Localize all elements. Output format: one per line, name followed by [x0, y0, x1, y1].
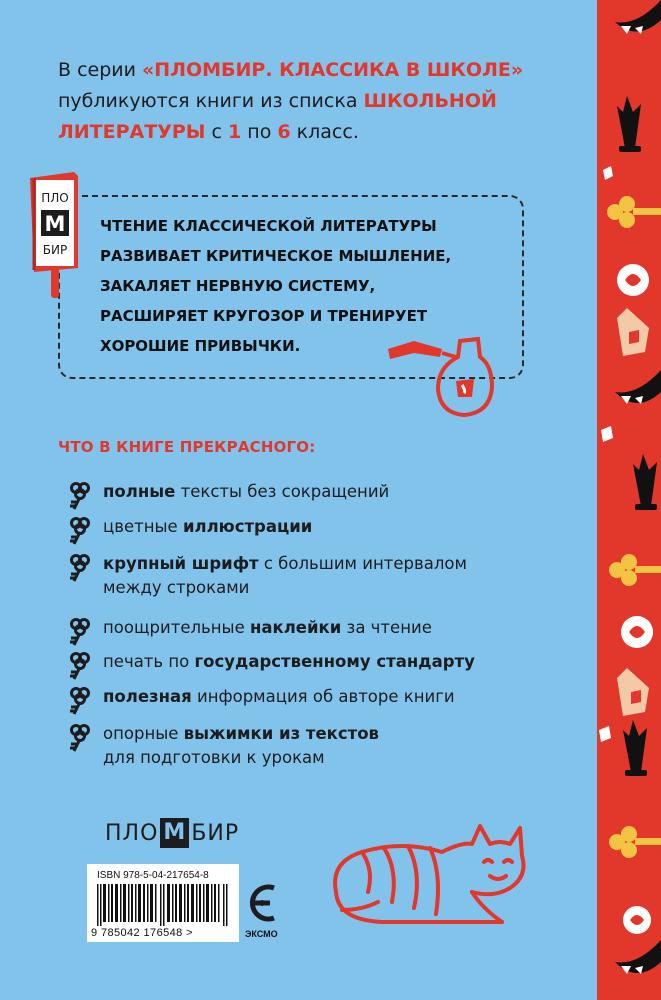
publisher-name: ЭКСМО — [245, 929, 278, 939]
key-icon — [68, 618, 92, 646]
feature-text — [103, 685, 503, 709]
barcode-digits: 9 785042 176548 > — [91, 927, 193, 939]
feature-plain: информация об авторе книги — [191, 687, 455, 706]
isbn-label: ISBN 978-5-04-217654-8 — [97, 870, 209, 881]
feature-text — [103, 515, 503, 539]
features-title: ЧТО В КНИГЕ ПРЕКРАСНОГО: — [58, 438, 316, 456]
feature-plain: цветные — [103, 517, 183, 536]
logo-left: ПЛО — [105, 820, 159, 846]
feature-plain: с большим интервалом — [258, 554, 467, 573]
intro-line-3 — [58, 117, 578, 148]
key-icon — [68, 687, 92, 715]
smile-icon — [615, 940, 661, 974]
pattern — [597, 0, 661, 1000]
key-icon — [68, 652, 92, 680]
barcode-bars — [97, 884, 229, 926]
feature-plain: за чтение — [341, 618, 432, 637]
book-icon-text-bottom: БИР — [42, 243, 68, 257]
smile-icon — [615, 0, 661, 34]
feature-bold: полные — [103, 482, 176, 501]
feature-bold: государственному стандарту — [194, 652, 475, 671]
logo-m: М — [160, 818, 189, 848]
feature-plain: поощрительные — [103, 618, 250, 637]
book-icon-letter-m: М — [44, 212, 66, 236]
feature-bold: выжимки из текстов — [183, 724, 379, 743]
feature-bold: иллюстрации — [182, 517, 313, 536]
quote-line: ЗАКАЛЯЕТ НЕРВНУЮ СИСТЕМУ, — [100, 277, 376, 295]
quote-line: РАЗВИВАЕТ КРИТИЧЕСКОЕ МЫШЛЕНИЕ, — [100, 247, 452, 265]
book-icon — [26, 170, 86, 302]
feature-plain: для подготовки к урокам — [103, 748, 325, 767]
quote-line: РАСШИРЯЕТ КРУГОЗОР И ТРЕНИРУЕТ — [100, 307, 428, 325]
feature-plain: между строками — [103, 578, 250, 597]
feature-plain: печать по — [103, 652, 195, 671]
intro-text: по — [241, 121, 278, 143]
smile-icon — [615, 370, 661, 404]
plombir-logo — [105, 815, 239, 851]
key-icon — [68, 482, 92, 510]
feature-text — [103, 650, 503, 674]
intro-paragraph — [58, 55, 578, 148]
cat-illustration — [322, 822, 532, 932]
intro-line-2 — [58, 86, 578, 117]
grade-to: 6 — [277, 121, 291, 143]
book-icon-text-top: ПЛО — [41, 191, 69, 205]
series-name: «ПЛОМБИР. КЛАССИКА В ШКОЛЕ» — [142, 59, 524, 81]
intro-text: В серии — [58, 59, 143, 81]
logo-right: БИР — [191, 820, 240, 846]
feature-text — [103, 616, 503, 640]
bottle-icon — [382, 335, 502, 425]
key-icon — [68, 724, 92, 752]
feature-plain: тексты без сокращений — [175, 482, 390, 501]
feature-bold: наклейки — [249, 618, 342, 637]
feature-plain: опорные — [103, 724, 184, 743]
feature-text — [103, 722, 503, 770]
decorative-strip — [597, 0, 661, 1000]
barcode — [87, 864, 239, 942]
feature-text — [103, 552, 503, 600]
intro-highlight: ЛИТЕРАТУРЫ — [58, 121, 206, 143]
quote-line: ЧТЕНИЕ КЛАССИЧЕСКОЙ ЛИТЕРАТУРЫ — [100, 217, 437, 235]
grade-from: 1 — [228, 121, 242, 143]
intro-text: с — [205, 121, 229, 143]
feature-bold: крупный шрифт — [103, 554, 259, 573]
quote-line: ХОРОШИЕ ПРИВЫЧКИ. — [100, 337, 301, 355]
feature-text — [103, 480, 503, 504]
intro-highlight: ШКОЛЬНОЙ — [363, 90, 497, 112]
key-icon — [68, 517, 92, 545]
intro-text: класс. — [290, 121, 359, 143]
feature-bold: полезная — [103, 687, 192, 706]
intro-line-1 — [58, 55, 578, 86]
key-icon — [68, 554, 92, 582]
intro-text: публикуются книги из списка — [58, 90, 364, 112]
